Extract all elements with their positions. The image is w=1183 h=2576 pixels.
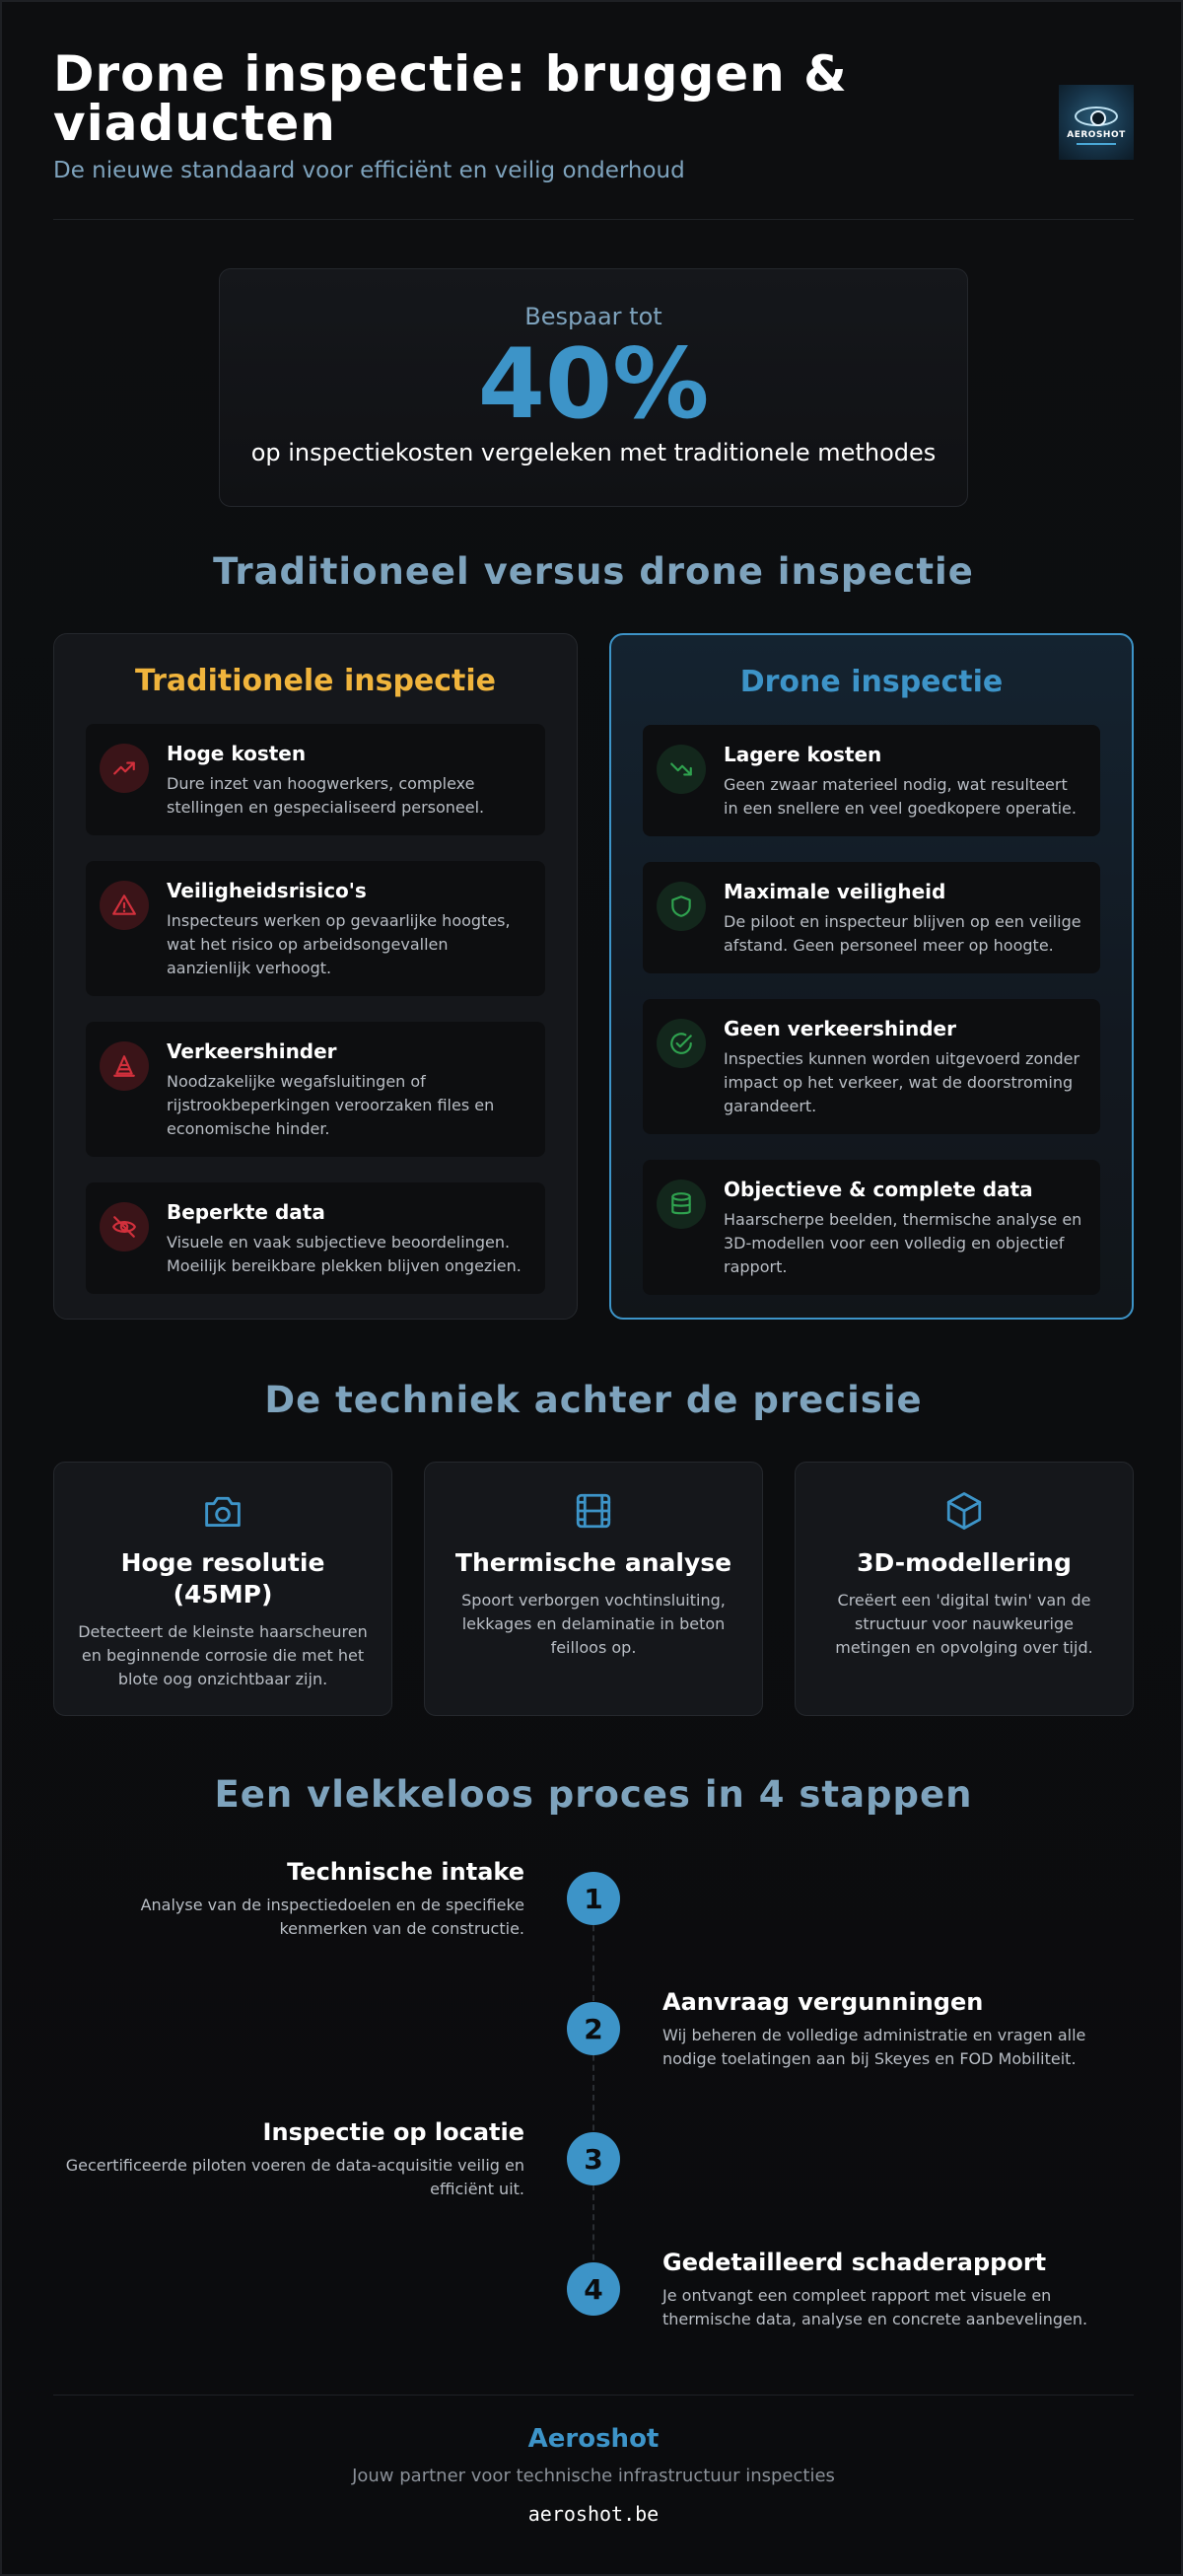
tech-title: Hoge resolutie (45MP) [120, 1548, 325, 1609]
timeline-line [592, 1896, 594, 2290]
database-icon [657, 1180, 706, 1229]
process-step [61, 1858, 524, 1941]
film-frame-icon [447, 1490, 740, 1532]
traditional-column [53, 633, 578, 1320]
drone-item [643, 725, 1100, 836]
traditional-item [86, 724, 545, 835]
eye-off-icon [100, 1202, 149, 1252]
drone-item [643, 999, 1100, 1134]
item-text: Noodzakelijke wegafsluitingen of rijstrookbeperkingen veroorzaken files en economische hinder. [167, 1072, 495, 1138]
footer-tagline: Jouw partner voor technische infrastructuur inspecties [352, 2466, 835, 2486]
item-title: Verkeershinder [167, 1039, 337, 1063]
footer-url-link[interactable]: aeroshot.be [527, 2502, 660, 2526]
footer-brand: Aeroshot [527, 2424, 660, 2454]
tech-card [53, 1462, 392, 1716]
tech-text: Spoort verborgen vochtinsluiting, lekkages en delaminatie in beton feilloos op. [461, 1591, 726, 1657]
trending-up-icon [100, 744, 149, 793]
drone-column [609, 633, 1134, 1320]
warning-icon [100, 881, 149, 930]
comparison-title: Traditioneel versus drone inspectie [213, 550, 974, 593]
technology-title: De techniek achter de precisie [264, 1379, 923, 1421]
item-text: Geen zwaar materieel nodig, wat resulteert in een snellere en veel goedkopere operatie. [724, 775, 1077, 818]
header-divider [53, 219, 1134, 220]
item-title: Objectieve & complete data [724, 1178, 1033, 1201]
item-title: Geen verkeershinder [724, 1017, 956, 1040]
step-number: 4 [567, 2262, 620, 2316]
tech-text: Detecteert de kleinste haarscheuren en beginnende corrosie die met het blote oog onzichtbaar zijn. [78, 1622, 368, 1688]
traditional-item [86, 1022, 545, 1157]
step-title: Aanvraag vergunningen [662, 1988, 984, 2016]
step-number: 3 [567, 2132, 620, 2185]
step-text: Analyse van de inspectiedoelen en de specifieke kenmerken van de constructie. [140, 1896, 524, 1938]
item-text: Inspecteurs werken op gevaarlijke hoogtes, wat het risico op arbeidsongevallen aanzienlijk verhoogt. [167, 911, 511, 977]
process-step [662, 2249, 1126, 2331]
item-text: Haarscherpe beelden, thermische analyse en 3D-modellen voor een volledig en objectief rapport. [724, 1210, 1082, 1276]
traditional-title: Traditionele inspectie [134, 664, 497, 698]
drone-icon [1075, 107, 1118, 126]
item-text: De piloot en inspecteur blijven op een veilige afstand. Geen personeel meer op hoogte. [724, 912, 1081, 955]
drone-item [643, 862, 1100, 973]
traditional-item [86, 861, 545, 996]
tech-card [424, 1462, 763, 1716]
step-number: 2 [567, 2002, 620, 2055]
step-text: Je ontvangt een compleet rapport met visuele en thermische data, analyse en concrete aanbevelingen. [662, 2286, 1088, 2328]
step-text: Gecertificeerde piloten voeren de data-acquisitie veilig en efficiënt uit. [65, 2156, 524, 2198]
item-title: Beperkte data [167, 1200, 325, 1224]
process-title: Een vlekkeloos proces in 4 stappen [214, 1773, 973, 1816]
item-title: Hoge kosten [167, 742, 307, 765]
drone-item [643, 1160, 1100, 1295]
step-number: 1 [567, 1872, 620, 1925]
step-title: Technische intake [287, 1858, 524, 1886]
shield-icon [657, 882, 706, 931]
footer [2, 2424, 1183, 2526]
tech-text: Creëert een 'digital twin' van de structuur voor nauwkeurige metingen en opvolging over tijd. [835, 1591, 1093, 1657]
check-circle-icon [657, 1019, 706, 1068]
step-text: Wij beheren de volledige administratie en vragen alle nodige toelatingen aan bij Skeyes en FOD Mobiliteit. [662, 2026, 1086, 2068]
item-title: Veiligheidsrisico's [167, 879, 367, 902]
aeroshot-logo [1059, 85, 1134, 160]
tech-card [795, 1462, 1134, 1716]
trending-down-icon [657, 745, 706, 794]
tech-title: 3D-modellering [857, 1548, 1072, 1577]
process-step [61, 2118, 524, 2201]
item-title: Maximale veiligheid [724, 880, 946, 903]
savings-suffix: op inspectiekosten vergeleken met traditionele methodes [250, 439, 937, 466]
step-title: Inspectie op locatie [262, 2118, 524, 2146]
savings-card [219, 268, 968, 507]
traffic-cone-icon [100, 1041, 149, 1091]
page-subtitle: De nieuwe standaard voor efficiënt en veilig onderhoud [53, 158, 685, 183]
item-title: Lagere kosten [724, 743, 882, 766]
item-text: Visuele en vaak subjectieve beoordelingen. Moeilijk bereikbare plekken blijven ongezien. [167, 1233, 522, 1275]
step-title: Gedetailleerd schaderapport [662, 2249, 1047, 2276]
traditional-item [86, 1182, 545, 1294]
tech-title: Thermische analyse [454, 1548, 732, 1577]
page-title: Drone inspectie: bruggen & viaducten [53, 45, 848, 152]
item-text: Dure inzet van hoogwerkers, complexe stellingen en gespecialiseerd personeel. [167, 774, 485, 817]
logo-underline [1077, 143, 1116, 145]
logo-text: AEROSHOT [1067, 129, 1126, 140]
drone-title: Drone inspectie [739, 665, 1004, 699]
camera-icon [76, 1490, 370, 1532]
process-step [662, 1988, 1126, 2071]
savings-prefix: Bespaar tot [524, 303, 662, 330]
item-text: Inspecties kunnen worden uitgevoerd zonder impact op het verkeer, wat de doorstroming garandeert. [724, 1049, 1080, 1115]
header [53, 45, 1134, 219]
savings-value: 40% [477, 328, 710, 441]
footer-divider [53, 2395, 1134, 2396]
cube-icon [817, 1490, 1111, 1532]
